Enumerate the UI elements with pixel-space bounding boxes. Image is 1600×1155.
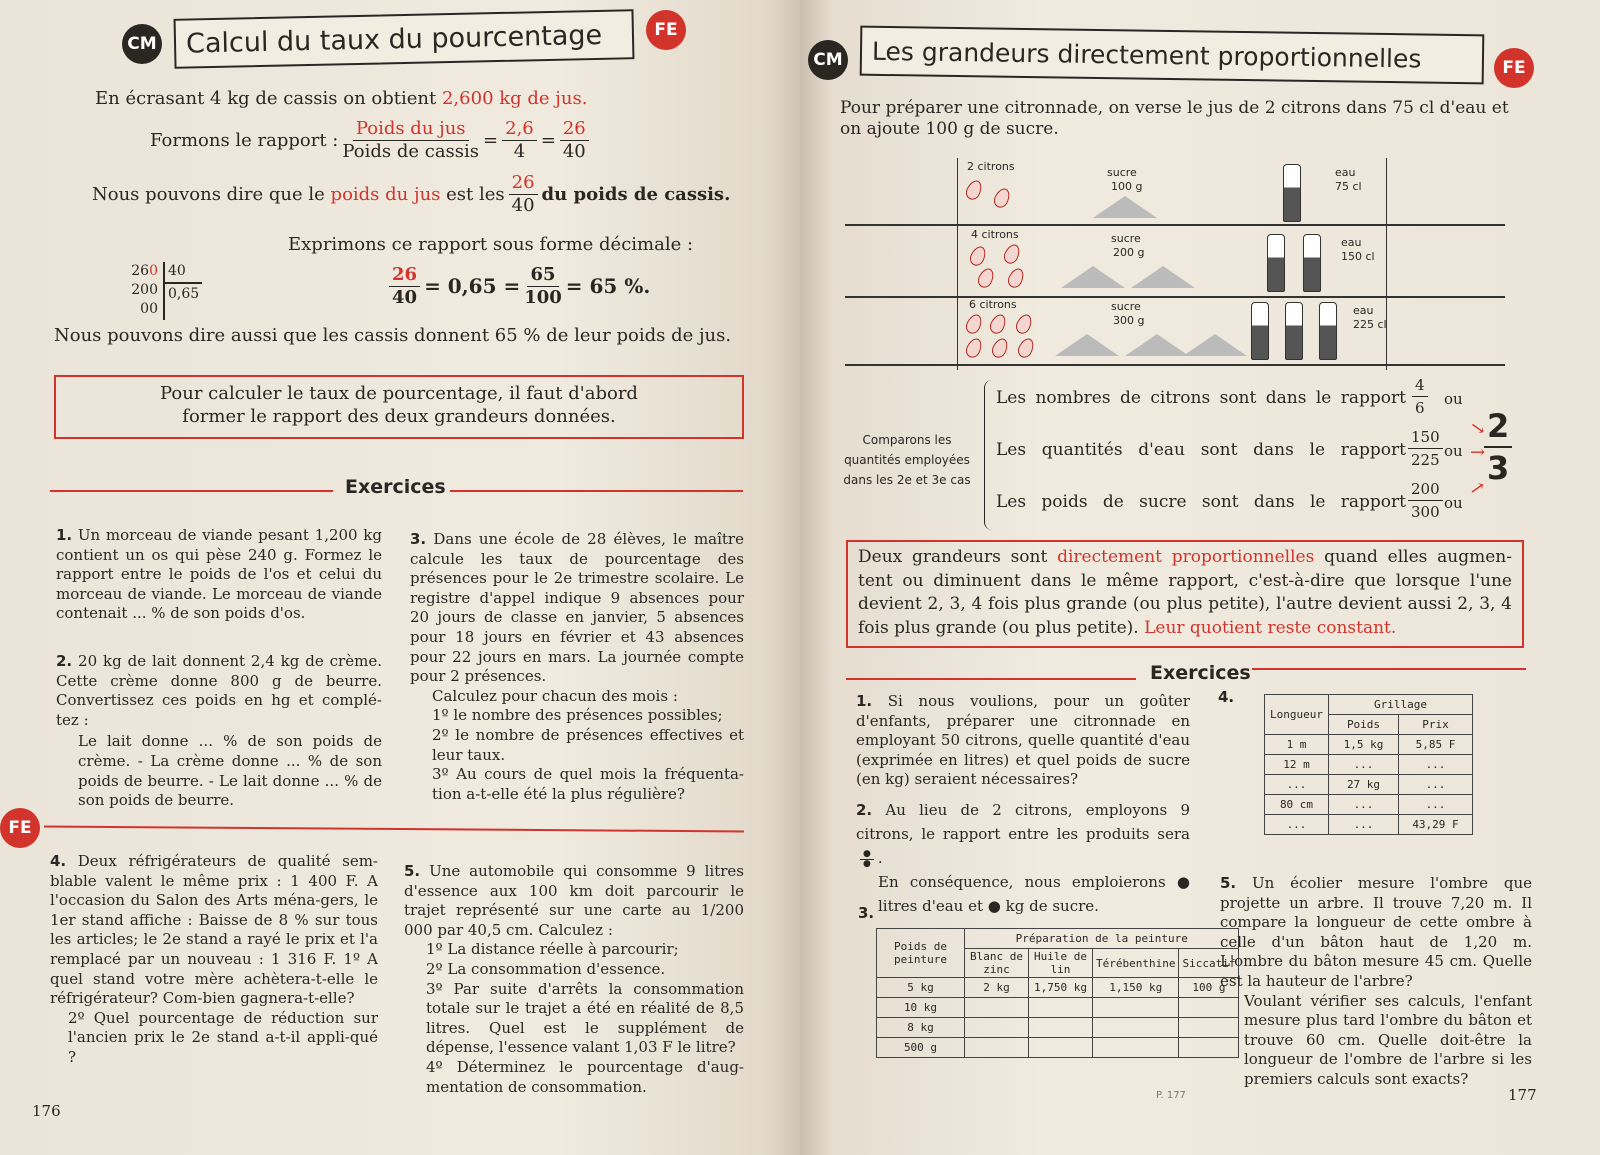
bottle-icon: [1285, 302, 1303, 360]
dire-red: poids du jus: [330, 184, 441, 205]
divider: [846, 678, 1136, 680]
table-cell: 1,5 kg: [1329, 735, 1399, 755]
long-division: [120, 262, 210, 322]
table-cell: ...: [1399, 795, 1473, 815]
exercise-text: 1º le nombre des présences possibles;: [432, 706, 723, 725]
exercise-text: Le lait donne ... % de son poids de crème. - La crème donne ... % de son poids de beurre. - Le lait donne ... % de son poids de beurre.: [78, 732, 382, 810]
divisor: 40: [168, 263, 186, 279]
frac-den: 40: [562, 141, 586, 162]
arrow-icon: →: [1465, 415, 1490, 442]
rapport-label: Formons le rapport :: [150, 130, 339, 151]
exercise-text: Un écolier mesure l'ombre que projette un arbre. Il trouve 7,20 m. Il compare la longueur de cette ombre à celle d'un bâton haut de 1,20 m. L'ombre du bâton mesure 45 cm. Quelle est la hauteur de l'arbre?: [1220, 874, 1532, 990]
frac-num: 26: [509, 172, 538, 195]
exercise-number: 1.: [856, 692, 873, 710]
exercise-text: 2º le nombre de présences effectives et leur taux.: [432, 725, 744, 764]
bottle-icon: [1267, 234, 1285, 292]
ratio-text: Les nombres de citrons sont dans le rapport: [996, 388, 1406, 408]
table-cell: 100 g: [1179, 978, 1239, 998]
intro-red: 2,600 kg de jus.: [441, 88, 588, 109]
frac-num: 150: [1408, 426, 1443, 449]
brace: [984, 380, 994, 530]
table-cell: ...: [1329, 795, 1399, 815]
table-header: Poids: [1329, 715, 1399, 735]
exercise-number: 3.: [410, 530, 427, 548]
eau-qty: 75 cl: [1335, 180, 1362, 193]
ratio-lines: [996, 376, 1510, 530]
table-row: [877, 1018, 1239, 1038]
frac-num: 2: [1484, 406, 1512, 448]
sucre-qty: 300 g: [1113, 314, 1145, 327]
sugar-pile-icon: [1055, 334, 1119, 356]
eau-label: eau: [1335, 166, 1356, 179]
frac-den: 225: [1411, 451, 1440, 469]
dividend: 26: [131, 263, 150, 279]
intro-pre: En écrasant 4 kg de cassis on obtient: [95, 88, 437, 109]
grillage-table: [1264, 694, 1473, 835]
comparons-line: dans les 2e et 3e cas: [843, 473, 971, 487]
ou-word: ou: [1444, 442, 1463, 460]
ratio-frac: [1408, 478, 1443, 523]
citronnade-illustration: [845, 158, 1505, 370]
exercise-5: [1220, 874, 1532, 1090]
rapport-frac: [342, 118, 479, 163]
dividend-red: 0: [149, 263, 158, 279]
rapport-frac-3: [560, 118, 589, 163]
sucre-label: sucre: [1107, 166, 1137, 179]
definition-red: Leur quotient reste constant.: [1144, 617, 1397, 638]
exercise-number: 5.: [404, 862, 421, 880]
sucre-label: sucre: [1111, 232, 1141, 245]
big-fraction: [1484, 406, 1512, 488]
fe-badge: FE: [1494, 48, 1534, 88]
exercise-text: Calculez pour chacun des mois :: [432, 686, 678, 705]
divider: [44, 826, 744, 833]
exercise-4-number: [1218, 688, 1238, 708]
table-header: Térébenthine: [1093, 949, 1179, 978]
rule-line: former le rapport des deux grandeurs données.: [182, 406, 616, 427]
exercise-text: 3º Au cours de quel mois la fréquenta-tion a-t-elle été la plus régulière?: [432, 765, 744, 803]
definition-mid: quand elles augmen-tent ou diminuent dans le même rapport, c'est-à-dire que lorsque l'une devient 2, 3, 4 fois plus grande (ou plus petite), l'autre devient aussi 2, 3, 4 fois plus grande (ou plus petite).: [858, 547, 1512, 638]
table-cell: 8 kg: [877, 1018, 965, 1038]
right-page: [800, 0, 1600, 1155]
exercise-number: 4.: [50, 852, 67, 870]
sucre-label: sucre: [1111, 300, 1141, 313]
sugar-pile-icon: [1061, 266, 1125, 288]
exercise-1: [56, 526, 382, 624]
comparons-line: Comparons les: [862, 433, 952, 447]
definition-red: directement proportionnelles: [1057, 547, 1315, 567]
exercise-number: 1.: [56, 526, 73, 544]
frac-den: 40: [511, 195, 535, 216]
remainder-2: 00: [140, 301, 158, 317]
exercise-text: 4º Déterminez le pourcentage d'aug-mentation de consommation.: [426, 1057, 744, 1096]
bottle-icon: [1251, 302, 1269, 360]
definition-box: [846, 540, 1524, 648]
exercise-text: Si nous voulions, pour un goûter d'enfants, préparer une citronnade en employant 50 citrons, quelle quantité d'eau (exprimée en litres) et quel poids de sucre (en kg) seraient nécessaires?: [856, 692, 1190, 789]
exercise-3-number: [858, 904, 878, 924]
bottle-icon: [1303, 234, 1321, 292]
table-cell: 5 kg: [877, 978, 965, 998]
table-cell: 10 kg: [877, 998, 965, 1018]
exercise-4: [50, 852, 378, 1068]
dot-fraction: $\frac{●}{●}$: [860, 850, 874, 869]
eau-label: eau: [1341, 236, 1362, 249]
decimal-equation: [385, 264, 650, 309]
table-title: Préparation de la peinture: [965, 929, 1239, 949]
divider: [450, 490, 743, 492]
frac-num: 200: [1408, 478, 1443, 501]
exercise-text: 2º Quel pourcentage de réduction sur l'ancien prix le 2e stand a-t-il appli-qué ?: [68, 1008, 378, 1066]
exercise-text: 20 kg de lait donnent 2,4 kg de crème. Cette crème donne 800 g de beurre. Convertissez ces poids en hg et complé-tez :: [56, 652, 382, 729]
ratio-text: Les quantités d'eau sont dans le rapport: [996, 440, 1406, 460]
dire-post: du poids de cassis.: [541, 184, 731, 205]
rapport-frac-2: [502, 118, 537, 163]
table-cell: ...: [1329, 755, 1399, 775]
frac-num: 65: [527, 264, 558, 287]
table-cell: ...: [1265, 775, 1329, 795]
eq-frac-2: [524, 264, 562, 309]
rapport-num: Poids du jus: [353, 118, 469, 141]
ratio-text: Les poids de sucre sont dans le rapport: [996, 492, 1406, 512]
dire-mid: est les: [446, 184, 505, 205]
table-cell: ...: [1399, 755, 1473, 775]
table-cell: ...: [1265, 815, 1329, 835]
table-header: Huile de lin: [1029, 949, 1093, 978]
exercise-text: 3º Par suite d'arrêts la consommation totale sur le trajet a été en réalité de 8,5 litres. Quel est le supplément de dépense, l'essence valant 1,03 F le litre?: [426, 979, 744, 1057]
dire-line: [92, 172, 730, 217]
exercise-1: [856, 692, 1190, 790]
frac-num: 26: [560, 118, 589, 141]
page-title: Les grandeurs directement proportionnelles: [860, 26, 1485, 85]
table-cell: 1,750 kg: [1029, 978, 1093, 998]
definition-pre: Deux grandeurs sont: [858, 547, 1048, 567]
frac-num: 4: [1412, 374, 1428, 397]
exercise-2: [56, 652, 382, 811]
table-cell: 1,150 kg: [1093, 978, 1179, 998]
table-row: [1265, 815, 1473, 835]
table-header: Longueur: [1265, 695, 1329, 735]
citrons-label: 2 citrons: [967, 160, 1015, 173]
exercise-text: 2º La consommation d'essence.: [426, 959, 666, 978]
fe-badge-2: FE: [0, 808, 40, 848]
rule-box: [54, 375, 744, 439]
table-caption: P. 177: [1156, 1090, 1186, 1101]
ou-word: ou: [1444, 390, 1463, 408]
table-cell: 27 kg: [1329, 775, 1399, 795]
frac-den: 3: [1487, 449, 1510, 487]
exercise-number: 3.: [858, 904, 875, 922]
frac-den: 4: [513, 141, 526, 162]
exercise-text: Au lieu de 2 citrons, employons 9 citrons, le rapport entre les produits sera: [856, 801, 1190, 843]
exercise-text: Un morceau de viande pesant 1,200 kg contient un os qui pèse 240 g. Formez le rapport entre le poids de l'os et celui du morceau de viande. Le morceau de viande contenait ... % de son poids d'os.: [56, 526, 382, 623]
table-row: [877, 1038, 1239, 1058]
table-title: Grillage: [1329, 695, 1473, 715]
page-number: 176: [32, 1102, 61, 1120]
table-cell: 2 kg: [965, 978, 1029, 998]
table-row: [1265, 775, 1473, 795]
frac-den: 100: [524, 287, 562, 308]
divider: [50, 490, 333, 492]
frac-num: 26: [389, 264, 420, 287]
frac-den: 40: [392, 287, 418, 308]
cm-badge: CM: [122, 24, 162, 64]
sugar-pile-icon: [1183, 334, 1247, 356]
exercise-2: 2. Au lieu de 2 citrons, employons 9 citrons, le rapport entre les produits sera $\frac{●}{●}$ . En conséquence, nous emploierons ● litres d'eau et ● kg de sucre.: [856, 798, 1190, 918]
ratio-frac: [1412, 374, 1428, 419]
table-cell: ...: [1329, 815, 1399, 835]
table-header: Siccatif: [1179, 949, 1239, 978]
sugar-pile-icon: [1131, 266, 1195, 288]
comparons-line: quantités employées: [844, 453, 970, 467]
sugar-pile-icon: [1093, 196, 1157, 218]
table-cell: 1 m: [1265, 735, 1329, 755]
exercices-heading: Exercices: [1150, 662, 1251, 684]
exercise-number: 2.: [856, 801, 873, 819]
intro-text: [95, 88, 587, 109]
table-header: Prix: [1399, 715, 1473, 735]
table-header: Poids de peinture: [877, 929, 965, 978]
bottle-icon: [1319, 302, 1337, 360]
frac-den: 300: [1411, 503, 1440, 521]
table-cell: ...: [1399, 775, 1473, 795]
exercise-text: Voulant vérifier ses calculs, l'enfant mesure plus tard l'ombre du bâton et trouve 60 cm. Quelle doit-être la longueur de l'ombre de l'arbre si les premiers calculs sont exacts?: [1244, 991, 1532, 1088]
table-cell: 80 cm: [1265, 795, 1329, 815]
exercise-text: Deux réfrigérateurs de qualité sem-blable valent le même prix : 1 400 F. A l'occasion du Salon des Arts ména-gers, le 1er stand affiche : Baisse de 8 % sur tous les articles; le 2e stand a rayé le prix et l'a remplacé par un nouveau : 1 316 F. 1º A quel stand votre mère achètera-t-elle le réfrigérateur? Com-bien gagnera-t-elle?: [50, 852, 378, 1008]
intro-text: Pour préparer une citronnade, on verse le jus de 2 citrons dans 75 cl d'eau et on ajoute 100 g de sucre.: [840, 98, 1509, 139]
eau-qty: 225 cl: [1353, 318, 1387, 331]
table-row: [877, 998, 1239, 1018]
page-number: 177: [1508, 1086, 1537, 1104]
exercise-3: [410, 530, 744, 804]
ratio-frac: [1408, 426, 1443, 471]
rapport-den: Poids de cassis: [342, 141, 480, 162]
table-row: [877, 978, 1239, 998]
table-row: [1265, 795, 1473, 815]
dire-pre: Nous pouvons dire que le: [92, 184, 325, 205]
sucre-qty: 100 g: [1111, 180, 1143, 193]
exercices-heading: Exercices: [345, 476, 446, 498]
table-row: [1265, 755, 1473, 775]
table-row: [1265, 735, 1473, 755]
eau-qty: 150 cl: [1341, 250, 1375, 263]
exercise-number: 5.: [1220, 874, 1237, 892]
table-cell: 500 g: [877, 1038, 965, 1058]
bottle-icon: [1283, 164, 1301, 222]
eq-part: = 0,65 =: [424, 274, 521, 298]
sugar-pile-icon: [1125, 334, 1189, 356]
citrons-label: 4 citrons: [971, 228, 1019, 241]
table-header: Blanc de zinc: [965, 949, 1029, 978]
dire-frac: [509, 172, 538, 217]
remainder-1: 200: [131, 282, 158, 298]
exercise-number: 4.: [1218, 688, 1235, 706]
comparons-note: [828, 430, 986, 490]
frac-den: 6: [1415, 399, 1425, 417]
table-cell: 5,85 F: [1399, 735, 1473, 755]
rapport-line: Formons le rapport : $\frac{\text{Poids du jus}}{\text{Poids de cassis}}$ = $\frac{2,6}{4}$ = $\frac{26}{40}$: [150, 118, 593, 163]
exercise-number: 2.: [56, 652, 73, 670]
cm-badge: CM: [808, 40, 848, 80]
ou-word: ou: [1444, 494, 1463, 512]
arrow-icon: →: [1465, 475, 1490, 502]
table-cell: 12 m: [1265, 755, 1329, 775]
quotient: 0,65: [168, 286, 200, 302]
sucre-qty: 200 g: [1113, 246, 1145, 259]
fe-badge: FE: [646, 10, 686, 50]
conclusion: Nous pouvons dire aussi que les cassis donnent 65 % de leur poids de jus.: [54, 325, 732, 346]
exercise-text: 1º La distance réelle à parcourir;: [426, 940, 679, 959]
eau-label: eau: [1353, 304, 1374, 317]
exercise-text: Dans une école de 28 élèves, le maître calcule les taux de pourcentage des présences pour le 2e trimestre scolaire. Le registre d'appel indique 9 absences pour 20 jours de classe en janvier, 5 absences pour 18 jours en février et 43 absences pour 22 jours en mars. La journée compte pour 2 présences.: [410, 530, 744, 686]
rule-line: Pour calculer le taux de pourcentage, il faut d'abord: [160, 383, 638, 404]
decimal-title: Exprimons ce rapport sous forme décimale :: [288, 234, 694, 255]
eq-frac-1: [389, 264, 420, 309]
divider: [1252, 668, 1526, 670]
exercise-5: [404, 862, 744, 1097]
exercise-text: En conséquence, nous emploierons ● litres d'eau et ● kg de sucre.: [878, 873, 1190, 915]
eq-part: = 65 %.: [565, 274, 651, 298]
citrons-label: 6 citrons: [969, 298, 1017, 311]
table-cell: 43,29 F: [1399, 815, 1473, 835]
exercise-text: Une automobile qui consomme 9 litres d'essence aux 100 km doit parcourir le trajet représenté sur une carte au 1/200 000 par 40,5 cm. Calculez :: [404, 862, 744, 939]
page-title: Calcul du taux du pourcentage: [174, 9, 635, 69]
frac-num: 2,6: [502, 118, 537, 141]
peinture-table: [876, 928, 1239, 1058]
arrow-icon: →: [1470, 442, 1486, 463]
